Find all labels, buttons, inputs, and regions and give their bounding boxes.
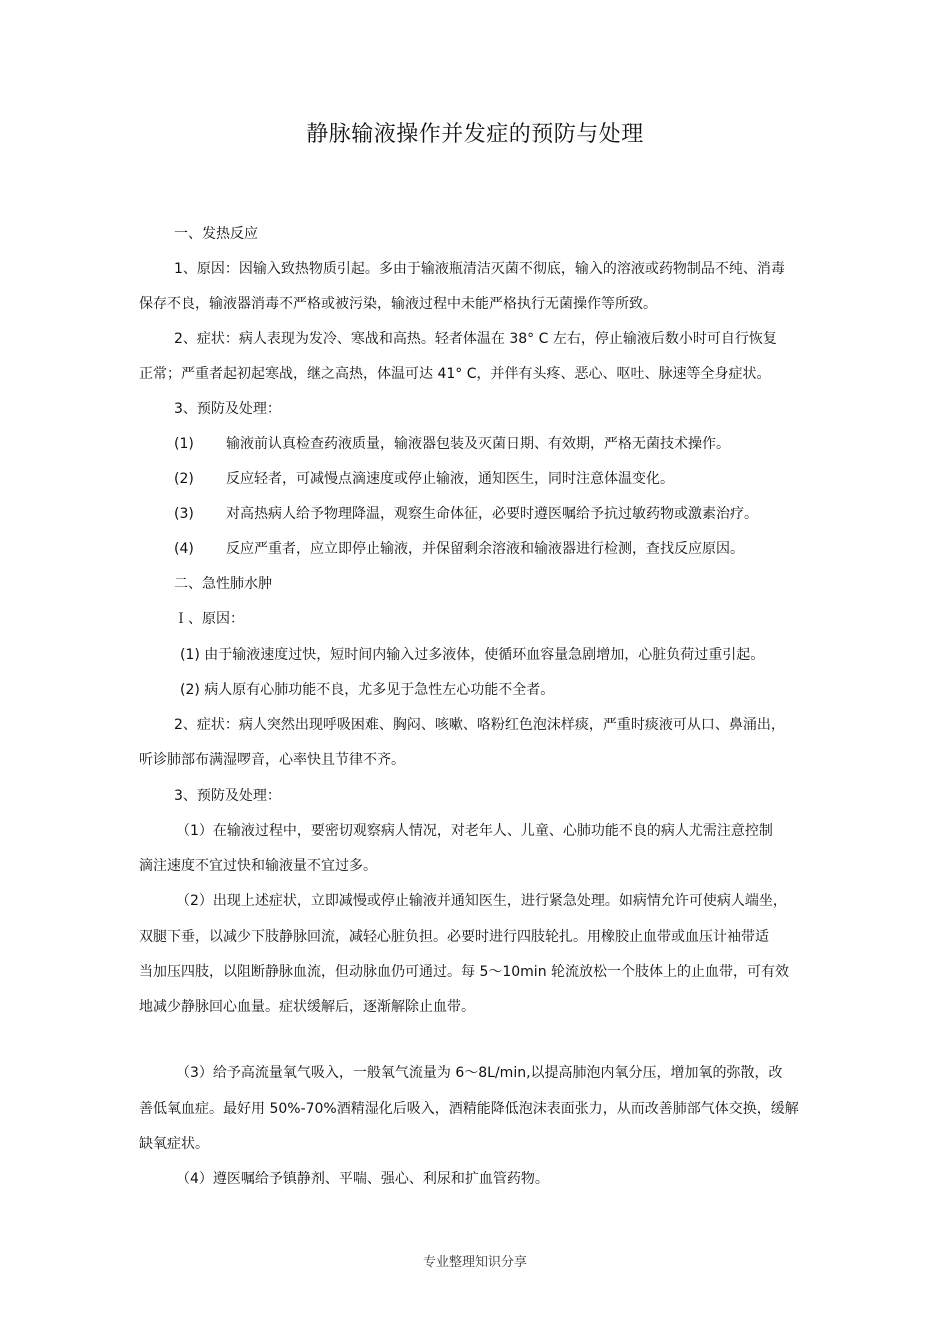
paragraph-line: 双腿下垂，以减少下肢静脉回流，减轻心脏负担。必要时进行四肢轮扎。用橡胶止血带或血压计袖带适	[139, 929, 769, 945]
paragraph-line: 善低氧血症。最好用 50%-70%酒精湿化后吸入，酒精能降低泡沫表面张力，从而改善肺部气体交换，缓解	[139, 1101, 799, 1117]
list-item-number: (1)	[174, 436, 194, 452]
paragraph-line: 缺氧症状。	[139, 1136, 209, 1152]
paragraph-line: （3）给予高流量氧气吸入，一般氧气流量为 6～8L/min,以提高肺泡内氧分压，增加氧的弥散，改	[176, 1065, 783, 1081]
list-item	[174, 468, 874, 490]
paragraph-line: （1）在输液过程中，要密切观察病人情况，对老年人、儿童、心肺功能不良的病人尤需注意控制	[176, 823, 773, 839]
section-heading-fever: 一、发热反应	[174, 226, 258, 242]
subheading-prevention: 3、预防及处理：	[174, 401, 281, 417]
list-item-text: 对高热病人给予物理降温，观察生命体征，必要时遵医嘱给予抗过敏药物或激素治疗。	[226, 506, 758, 522]
list-item	[174, 433, 874, 455]
paragraph-line: 2、症状：病人突然出现呼吸困难、胸闷、咳嗽、咯粉红色泡沫样痰，严重时痰液可从口、鼻涌出，	[174, 717, 785, 733]
paragraph-line: 2、症状：病人表现为发冷、寒战和高热。轻者体温在 38° C 左右，停止输液后数小时可自行恢复	[174, 331, 777, 347]
list-item-text: 输液前认真检查药液质量，输液器包装及灭菌日期、有效期，严格无菌技术操作。	[226, 436, 730, 452]
list-item-number: (4)	[174, 541, 194, 557]
list-item-number: (2)	[174, 471, 194, 487]
paragraph-line: 地减少静脉回心血量。症状缓解后，逐渐解除止血带。	[139, 999, 475, 1015]
paragraph-line: 当加压四肢，以阻断静脉血流，但动脉血仍可通过。每 5～10min 轮流放松一个肢体上的止血带，可有效	[139, 964, 790, 980]
paragraph-line: (2) 病人原有心肺功能不良，尤多见于急性左心功能不全者。	[180, 682, 555, 698]
paragraph-line: (1) 由于输液速度过快，短时间内输入过多液体，使循环血容量急剧增加，心脏负荷过重引起。	[180, 647, 765, 663]
paragraph-line: 保存不良，输液器消毒不严格或被污染，输液过程中未能严格执行无菌操作等所致。	[139, 296, 657, 312]
page-footer: 专业整理知识分享	[422, 1255, 527, 1270]
paragraph-line: 正常；严重者起初起寒战，继之高热，体温可达 41° C，并伴有头疼、恶心、呕吐、脉速等全身症状。	[139, 366, 771, 382]
list-item	[174, 538, 874, 560]
paragraph-line: 1、原因：因输入致热物质引起。多由于输液瓶清洁灭菌不彻底，输入的溶液或药物制品不纯、消毒	[174, 261, 785, 277]
list-item-text: 反应严重者，应立即停止输液，并保留剩余溶液和输液器进行检测，查找反应原因。	[226, 541, 744, 557]
list-item	[174, 503, 874, 525]
paragraph-line: （4）遵医嘱给予镇静剂、平喘、强心、利尿和扩血管药物。	[176, 1171, 549, 1187]
list-item-number: (3)	[174, 506, 194, 522]
paragraph-line: （2）出现上述症状，立即减慢或停止输液并通知医生，进行紧急处理。如病情允许可使病人端坐，	[176, 893, 787, 909]
section-heading-pulmonary-edema: 二、急性肺水肿	[174, 576, 272, 592]
subheading-prevention: 3、预防及处理：	[174, 788, 281, 804]
paragraph-line: 滴注速度不宜过快和输液量不宜过多。	[139, 858, 377, 874]
paragraph-line: 听诊肺部布满湿啰音，心率快且节律不齐。	[139, 752, 405, 768]
document-title: 静脉输液操作并发症的预防与处理	[306, 122, 644, 147]
subheading-cause: Ｉ、原因：	[174, 611, 244, 627]
list-item-text: 反应轻者，可减慢点滴速度或停止输液，通知医生，同时注意体温变化。	[226, 471, 674, 487]
